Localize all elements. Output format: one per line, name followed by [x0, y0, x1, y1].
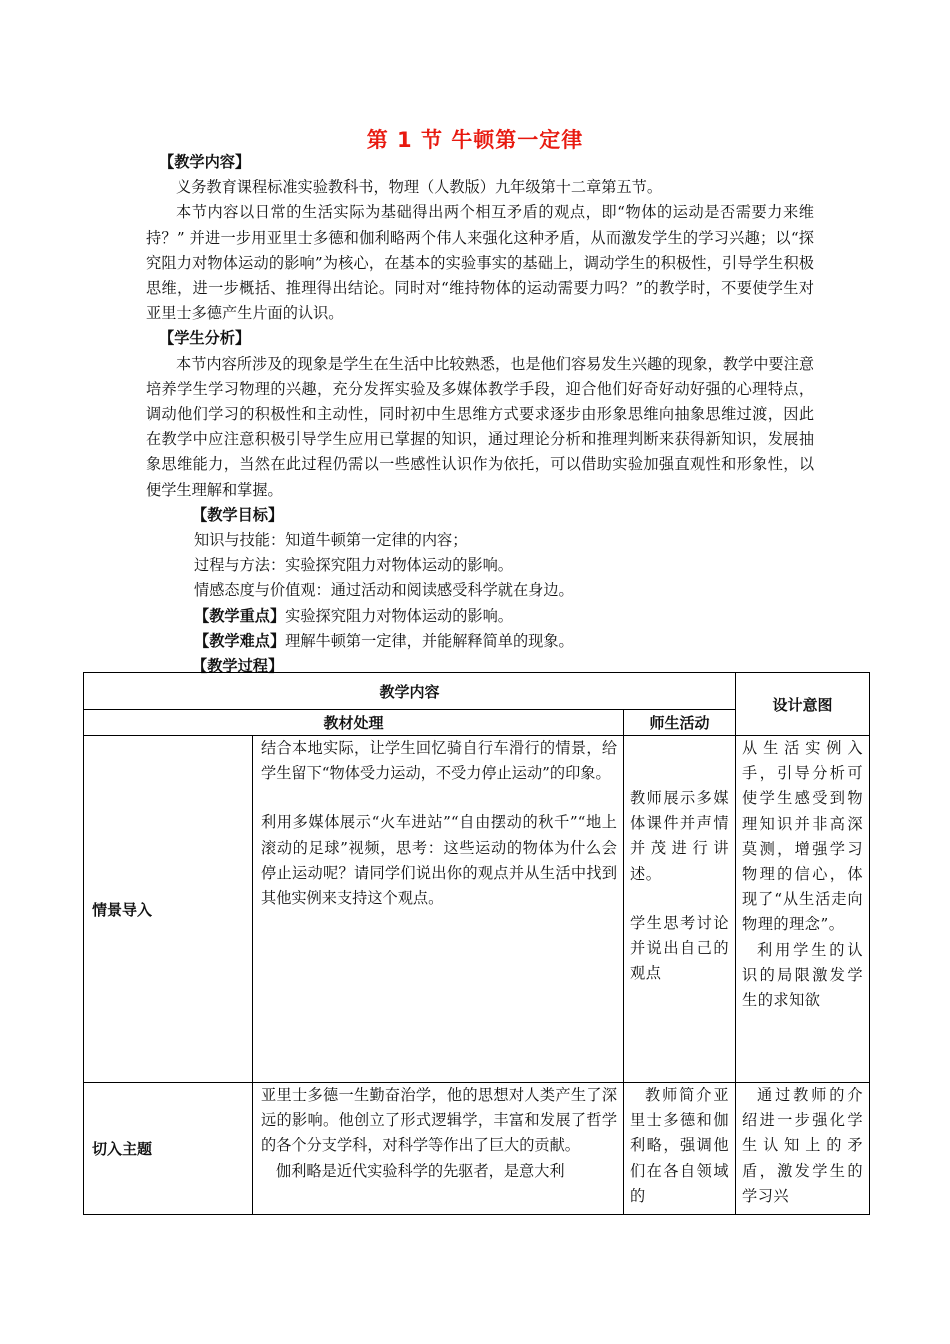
teaching-process-table [83, 672, 870, 1215]
goal-item: 知识与技能：知道牛顿第一定律的内容； [194, 531, 468, 550]
intent-text: 通过教师的介绍进一步强化学生认知上的矛盾，激发学生的学习兴 [742, 1086, 864, 1205]
difficult-point-heading: 【教学难点】 [194, 631, 286, 650]
document-body [146, 150, 814, 679]
paragraph: 本节内容以日常的生活实际为基础得出两个相互矛盾的观点，即“物体的运动是否需要力来维持？” 并进一步用亚里士多德和伽利略两个伟人来强化这种矛盾，从而激发学生的学习兴趣；以“探究阻力对物体运动的影响”为核心，在基本的实验事实的基础上，调动学生的积极性，引导学生积极思维，进一步概括、推理得出结论。同时对“维持物体的运动需要力吗？”的教学时，不要使学生对亚里士多德产生片面的认识。 [146, 203, 814, 323]
header-material: 教材处理 [84, 710, 624, 736]
intent-cell [736, 1083, 870, 1215]
material-text: 亚里士多德一生勤奋治学，他的思想对人类产生了深远的影响。他创立了形式逻辑学，丰富和发展了哲学的各个分支学科，对科学等作出了巨大的贡献。 [261, 1086, 617, 1155]
row-label: 切入主题 [84, 1083, 253, 1215]
material-cell [253, 1083, 624, 1215]
row-label: 情景导入 [84, 736, 253, 1083]
header-design-intent: 设计意图 [736, 673, 870, 736]
intent-text: 利用学生的认识的局限激发学生的求知欲 [742, 940, 864, 1010]
section-heading-process: 【教学过程】 [192, 657, 284, 676]
intent-text: 从生活实例入手，引导分析可使学生感受到物理知识并非高深莫测，增强学习物理的信心，体现了“从生活走向物理的理念”。 [742, 739, 864, 934]
paragraph: 本节内容所涉及的现象是学生在生活中比较熟悉，也是他们容易发生兴趣的现象，教学中要注意培养学生学习物理的兴趣，充分发挥实验及多媒体教学手段，迎合他们好奇好动好强的心理特点，调动他们学习的积极性和主动性，同时初中生思维方式要求逐步由形象思维向抽象思维过渡，因此在教学中应注意积极引导学生应用已掌握的知识，通过理论分析和推理判断来获得新知识，发展抽象思维能力，当然在此过程仍需以一些感性认识作为依托，可以借助实验加强直观性和形象性，以便学生理解和掌握。 [146, 354, 814, 499]
table-row [84, 736, 870, 1083]
key-point-heading: 【教学重点】 [194, 606, 286, 625]
activity-text: 教师展示多媒体课件并声情并茂进行讲述。 [630, 789, 730, 883]
difficult-point [146, 629, 814, 654]
section-heading-goals: 【教学目标】 [192, 505, 284, 524]
header-activity: 师生活动 [624, 710, 736, 736]
key-point-text: 实验探究阻力对物体运动的影响。 [285, 606, 513, 625]
material-text: 伽利略是近代实验科学的先驱者，是意大利 [276, 1161, 565, 1180]
paragraph: 义务教育课程标准实验教科书，物理（人教版）九年级第十二章第五节。 [176, 178, 662, 197]
material-text: 利用多媒体展示“火车进站”“自由摆动的秋千”“地上滚动的足球”视频，思考：这些运动的物体为什么会停止运动呢？请同学们说出你的观点并从生活中找到其他实例来支持这个观点。 [261, 813, 617, 908]
activity-text: 学生思考讨论并说出自己的观点 [630, 913, 730, 983]
activity-cell [624, 736, 736, 1083]
section-heading-content: 【教学内容】 [159, 153, 251, 171]
material-cell [253, 736, 624, 1083]
intent-cell [736, 736, 870, 1083]
table-row [84, 1083, 870, 1215]
goal-item: 过程与方法：实验探究阻力对物体运动的影响。 [194, 556, 513, 575]
material-text: 结合本地实际，让学生回忆骑自行车滑行的情景，给学生留下“物体受力运动，不受力停止运动”的印象。 [261, 739, 617, 783]
difficult-point-text: 理解牛顿第一定律，并能解释简单的现象。 [285, 631, 574, 650]
activity-cell [624, 1083, 736, 1215]
header-teaching-content: 教学内容 [84, 673, 736, 710]
key-point [146, 604, 814, 629]
goal-item: 情感态度与价值观：通过活动和阅读感受科学就在身边。 [194, 581, 574, 600]
activity-text: 教师简介亚里士多德和伽利略，强调他们在各自领域的 [630, 1086, 730, 1205]
section-heading-student: 【学生分析】 [159, 329, 251, 348]
page-title: 第 1 节 牛顿第一定律 [366, 128, 584, 152]
